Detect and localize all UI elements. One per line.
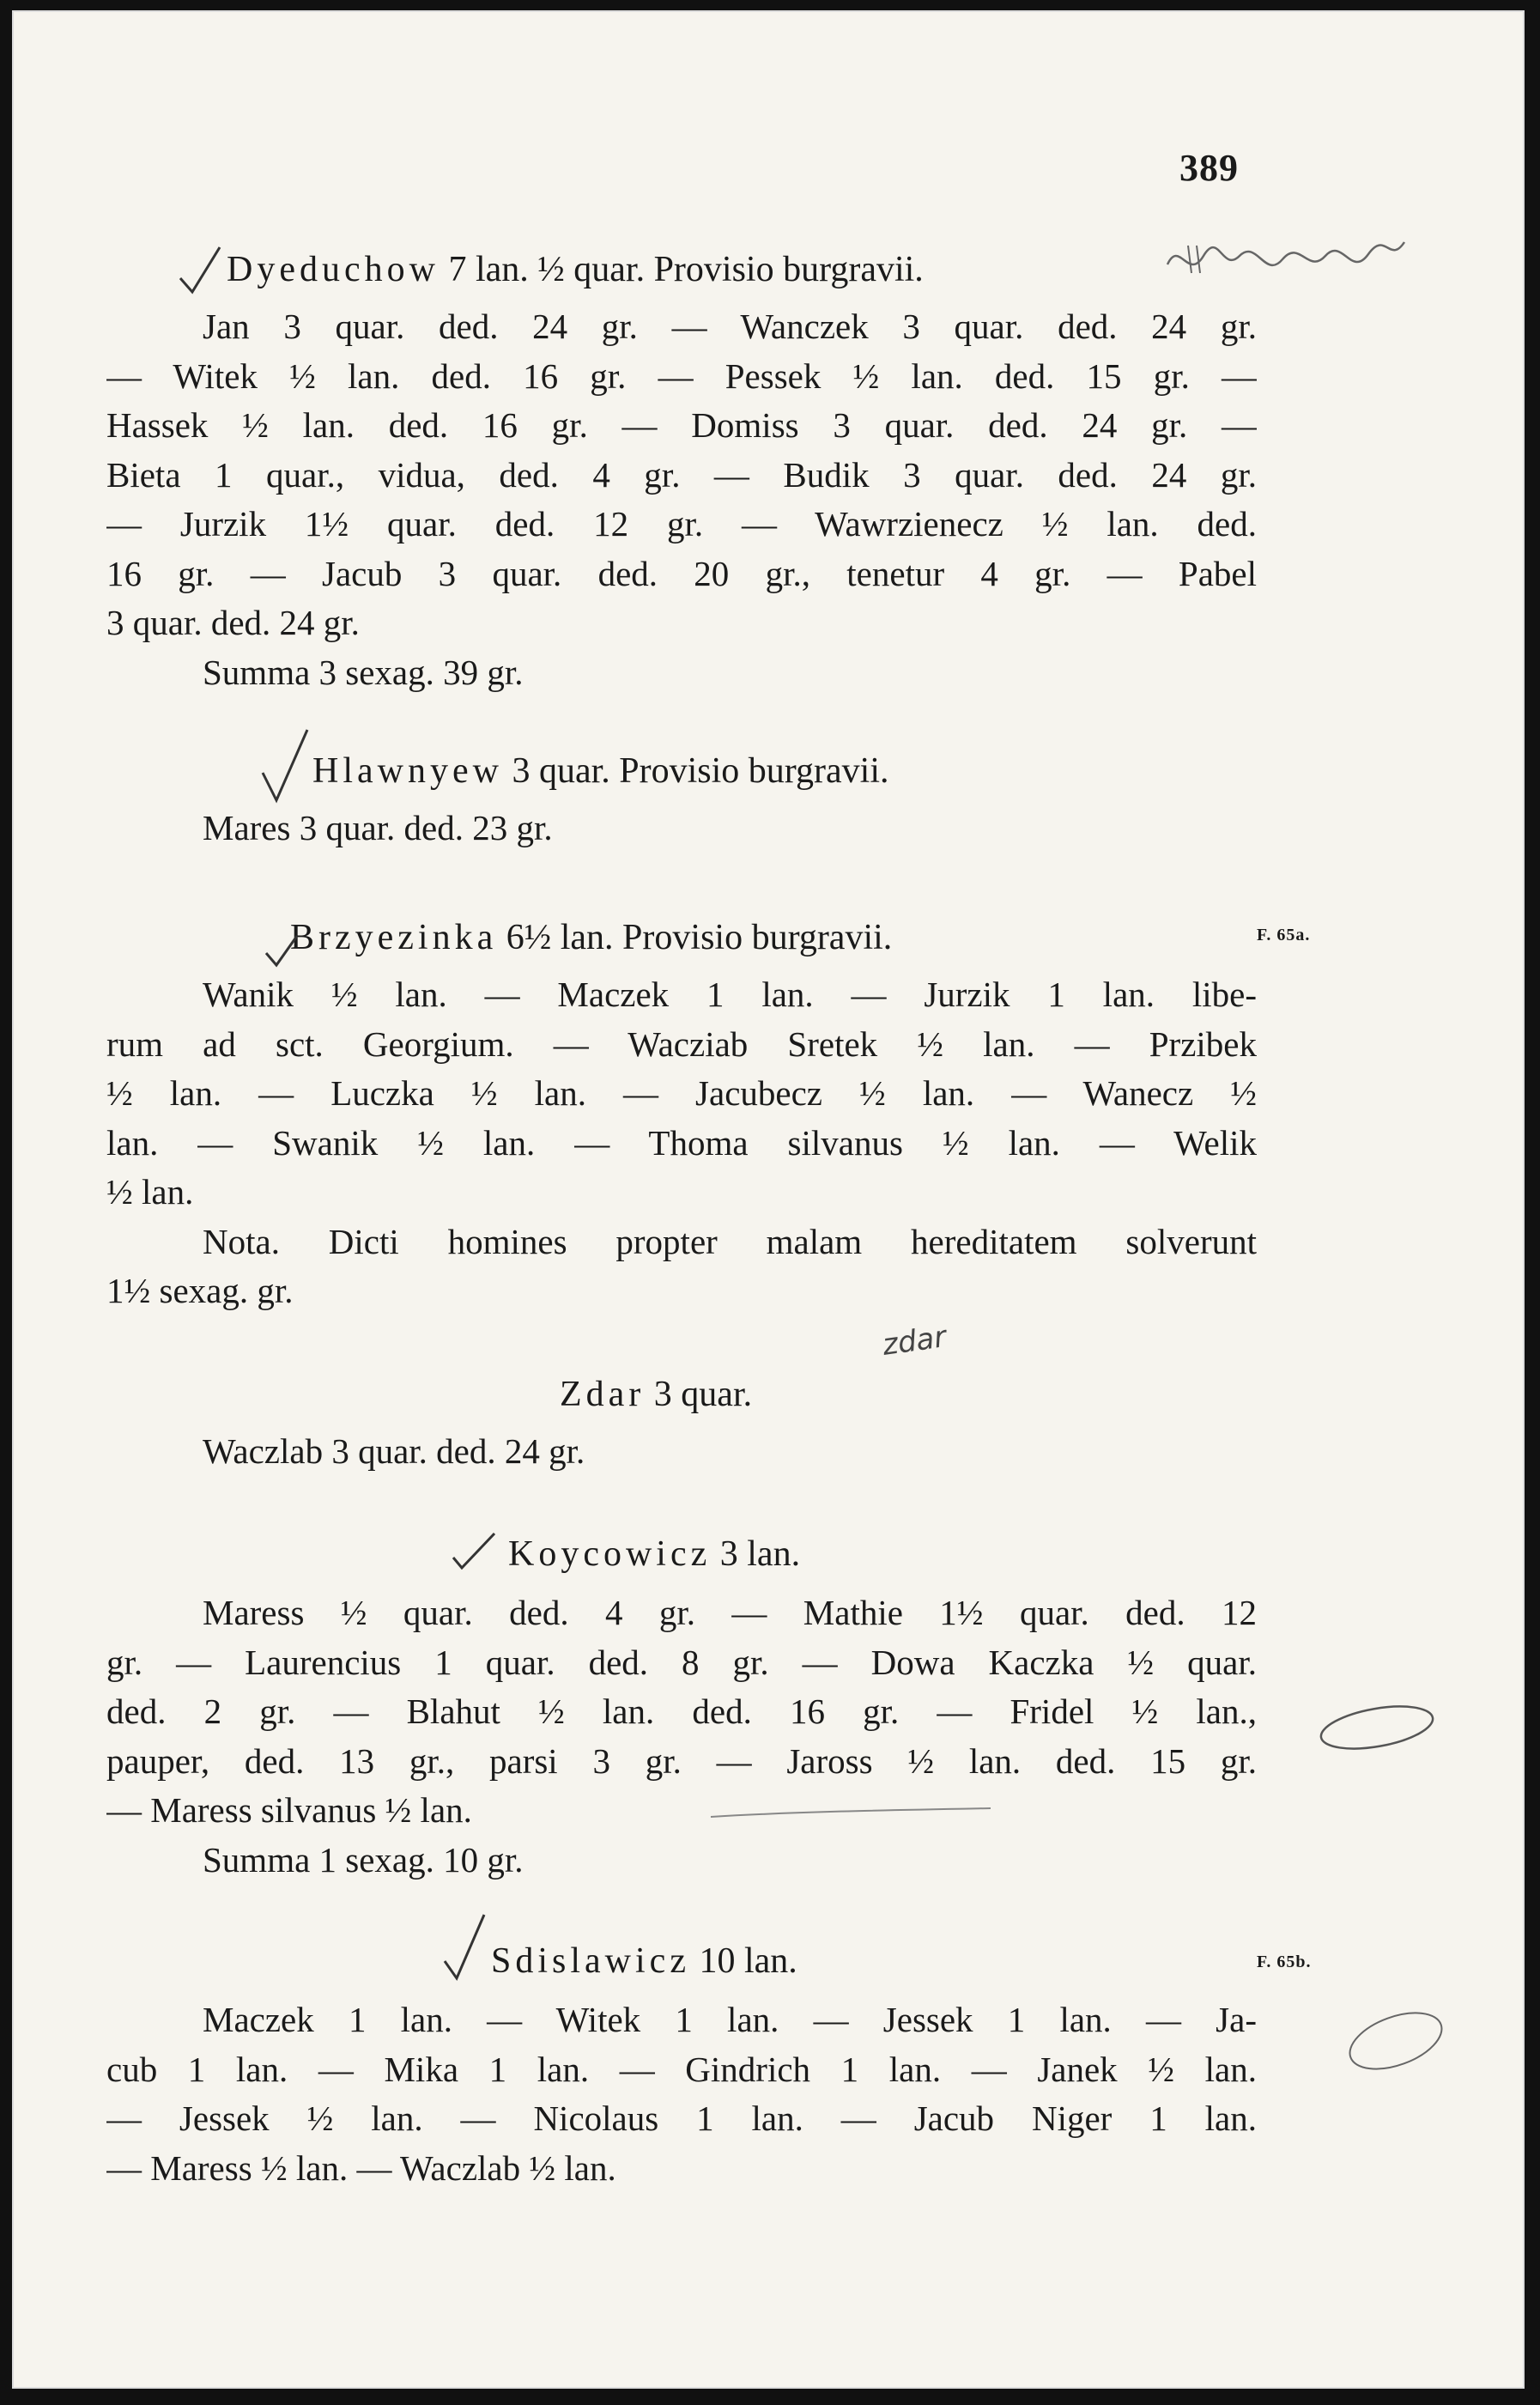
- summa-line: Summa 1 sexag. 10 gr.: [203, 1839, 524, 1880]
- place-name: Sdislawicz: [491, 1941, 690, 1981]
- text-line: 1½ sexag. gr.: [106, 1271, 294, 1310]
- section-dyeduchow: [106, 246, 1257, 697]
- heading-text: 3 quar. Provisio burgravii.: [502, 751, 889, 791]
- text-line: — Jessek ½ lan. — Nicolaus 1 lan. — Jacub Niger 1 lan.: [106, 2098, 1257, 2138]
- scanned-page: [12, 10, 1525, 2389]
- heading-text: 3 lan.: [711, 1534, 801, 1574]
- text-line: ded. 2 gr. — Blahut ½ lan. ded. 16 gr. — Fridel ½ lan.,: [106, 1691, 1257, 1731]
- place-name: Dyeduchow: [227, 250, 440, 289]
- text-line: Bieta 1 quar., vidua, ded. 4 gr. — Budik 3 quar. ded. 24 gr.: [106, 454, 1257, 495]
- heading-text: 7 lan. ½ quar. Provisio burgravii.: [439, 250, 924, 289]
- text-line: 3 quar. ded. 24 gr.: [106, 603, 360, 642]
- text-line: Maczek 1 lan. — Witek 1 lan. — Jessek 1 lan. — Ja-: [203, 2000, 1257, 2039]
- heading-text: 3 quar.: [645, 1375, 753, 1414]
- place-name: Hlawnyew: [312, 751, 503, 791]
- checkmark-icon: [175, 242, 227, 302]
- folio-mark: F. 65b.: [1257, 1953, 1312, 1971]
- checkmark-icon: [258, 723, 318, 809]
- oval-mark-icon: [1308, 1693, 1446, 1762]
- place-name: Zdar: [560, 1375, 646, 1414]
- heading-text: 6½ lan. Provisio burgravii.: [497, 918, 893, 957]
- oval-mark-icon: [1334, 2002, 1463, 2080]
- page-number: 389: [1179, 147, 1239, 189]
- section-brzyezinka: [106, 914, 1257, 1316]
- text-line: Maress ½ quar. ded. 4 gr. — Mathie 1½ quar. ded. 12: [203, 1593, 1257, 1632]
- checkmark-icon: [450, 1528, 501, 1580]
- pencil-line: [707, 1805, 999, 1822]
- text-line: ½ lan.: [106, 1172, 194, 1212]
- text-line: gr. — Laurencius 1 quar. ded. 8 gr. — Dowa Kaczka ½ quar.: [106, 1642, 1257, 1682]
- section-sdislawicz: [106, 1937, 1257, 2193]
- section-heading: [106, 1370, 1257, 1418]
- checkmark-icon: [263, 929, 306, 972]
- text-line: rum ad sct. Georgium. — Wacziab Sretek ½ lan. — Przibek: [106, 1023, 1257, 1064]
- text-line: Jan 3 quar. ded. 24 gr. — Wanczek 3 quar. ded. 24 gr.: [203, 307, 1257, 346]
- section-heading: [106, 1530, 1257, 1578]
- text-line: 16 gr. — Jacub 3 quar. ded. 20 gr., tenetur 4 gr. — Pabel: [106, 553, 1257, 593]
- nota-line: Nota. Dicti homines propter malam hereditatem solverunt: [203, 1221, 1257, 1261]
- text-line: Waczlab 3 quar. ded. 24 gr.: [203, 1431, 585, 1471]
- section-koycowicz: [106, 1530, 1257, 1885]
- text-line: — Maress silvanus ½ lan.: [106, 1790, 472, 1830]
- summa-line: Summa 3 sexag. 39 gr.: [203, 652, 524, 692]
- handwritten-note: zdar: [880, 1320, 949, 1363]
- text-line: ½ lan. — Luczka ½ lan. — Jacubecz ½ lan. — Wanecz ½: [106, 1073, 1257, 1113]
- text-line: — Witek ½ lan. ded. 16 gr. — Pessek ½ lan. ded. 15 gr. —: [106, 355, 1257, 396]
- text-line: cub 1 lan. — Mika 1 lan. — Gindrich 1 lan. — Janek ½ lan.: [106, 2049, 1257, 2089]
- text-line: lan. — Swanik ½ lan. — Thoma silvanus ½ lan. — Welik: [106, 1122, 1257, 1163]
- text-line: Hassek ½ lan. ded. 16 gr. — Domiss 3 quar. ded. 24 gr. —: [106, 405, 1257, 445]
- section-heading: [106, 246, 1257, 294]
- text-line: pauper, ded. 13 gr., parsi 3 gr. — Jaross ½ lan. ded. 15 gr.: [106, 1740, 1257, 1781]
- handwriting-scribble-icon: [1162, 230, 1411, 290]
- folio-mark: F. 65a.: [1257, 926, 1311, 944]
- place-name: Koycowicz: [508, 1534, 712, 1574]
- section-heading: [106, 1937, 1257, 1985]
- checkmark-icon: [440, 1910, 500, 1987]
- place-name: Brzyezinka: [290, 918, 498, 957]
- text-line: — Maress ½ lan. — Waczlab ½ lan.: [106, 2147, 616, 2188]
- heading-text: 10 lan.: [689, 1941, 797, 1981]
- text-line: Mares 3 quar. ded. 23 gr.: [203, 808, 553, 847]
- text-line: Wanik ½ lan. — Maczek 1 lan. — Jurzik 1 lan. libe-: [203, 975, 1257, 1014]
- text-line: — Jurzik 1½ quar. ded. 12 gr. — Wawrzienecz ½ lan. ded.: [106, 504, 1257, 544]
- section-zdar: [106, 1370, 1257, 1477]
